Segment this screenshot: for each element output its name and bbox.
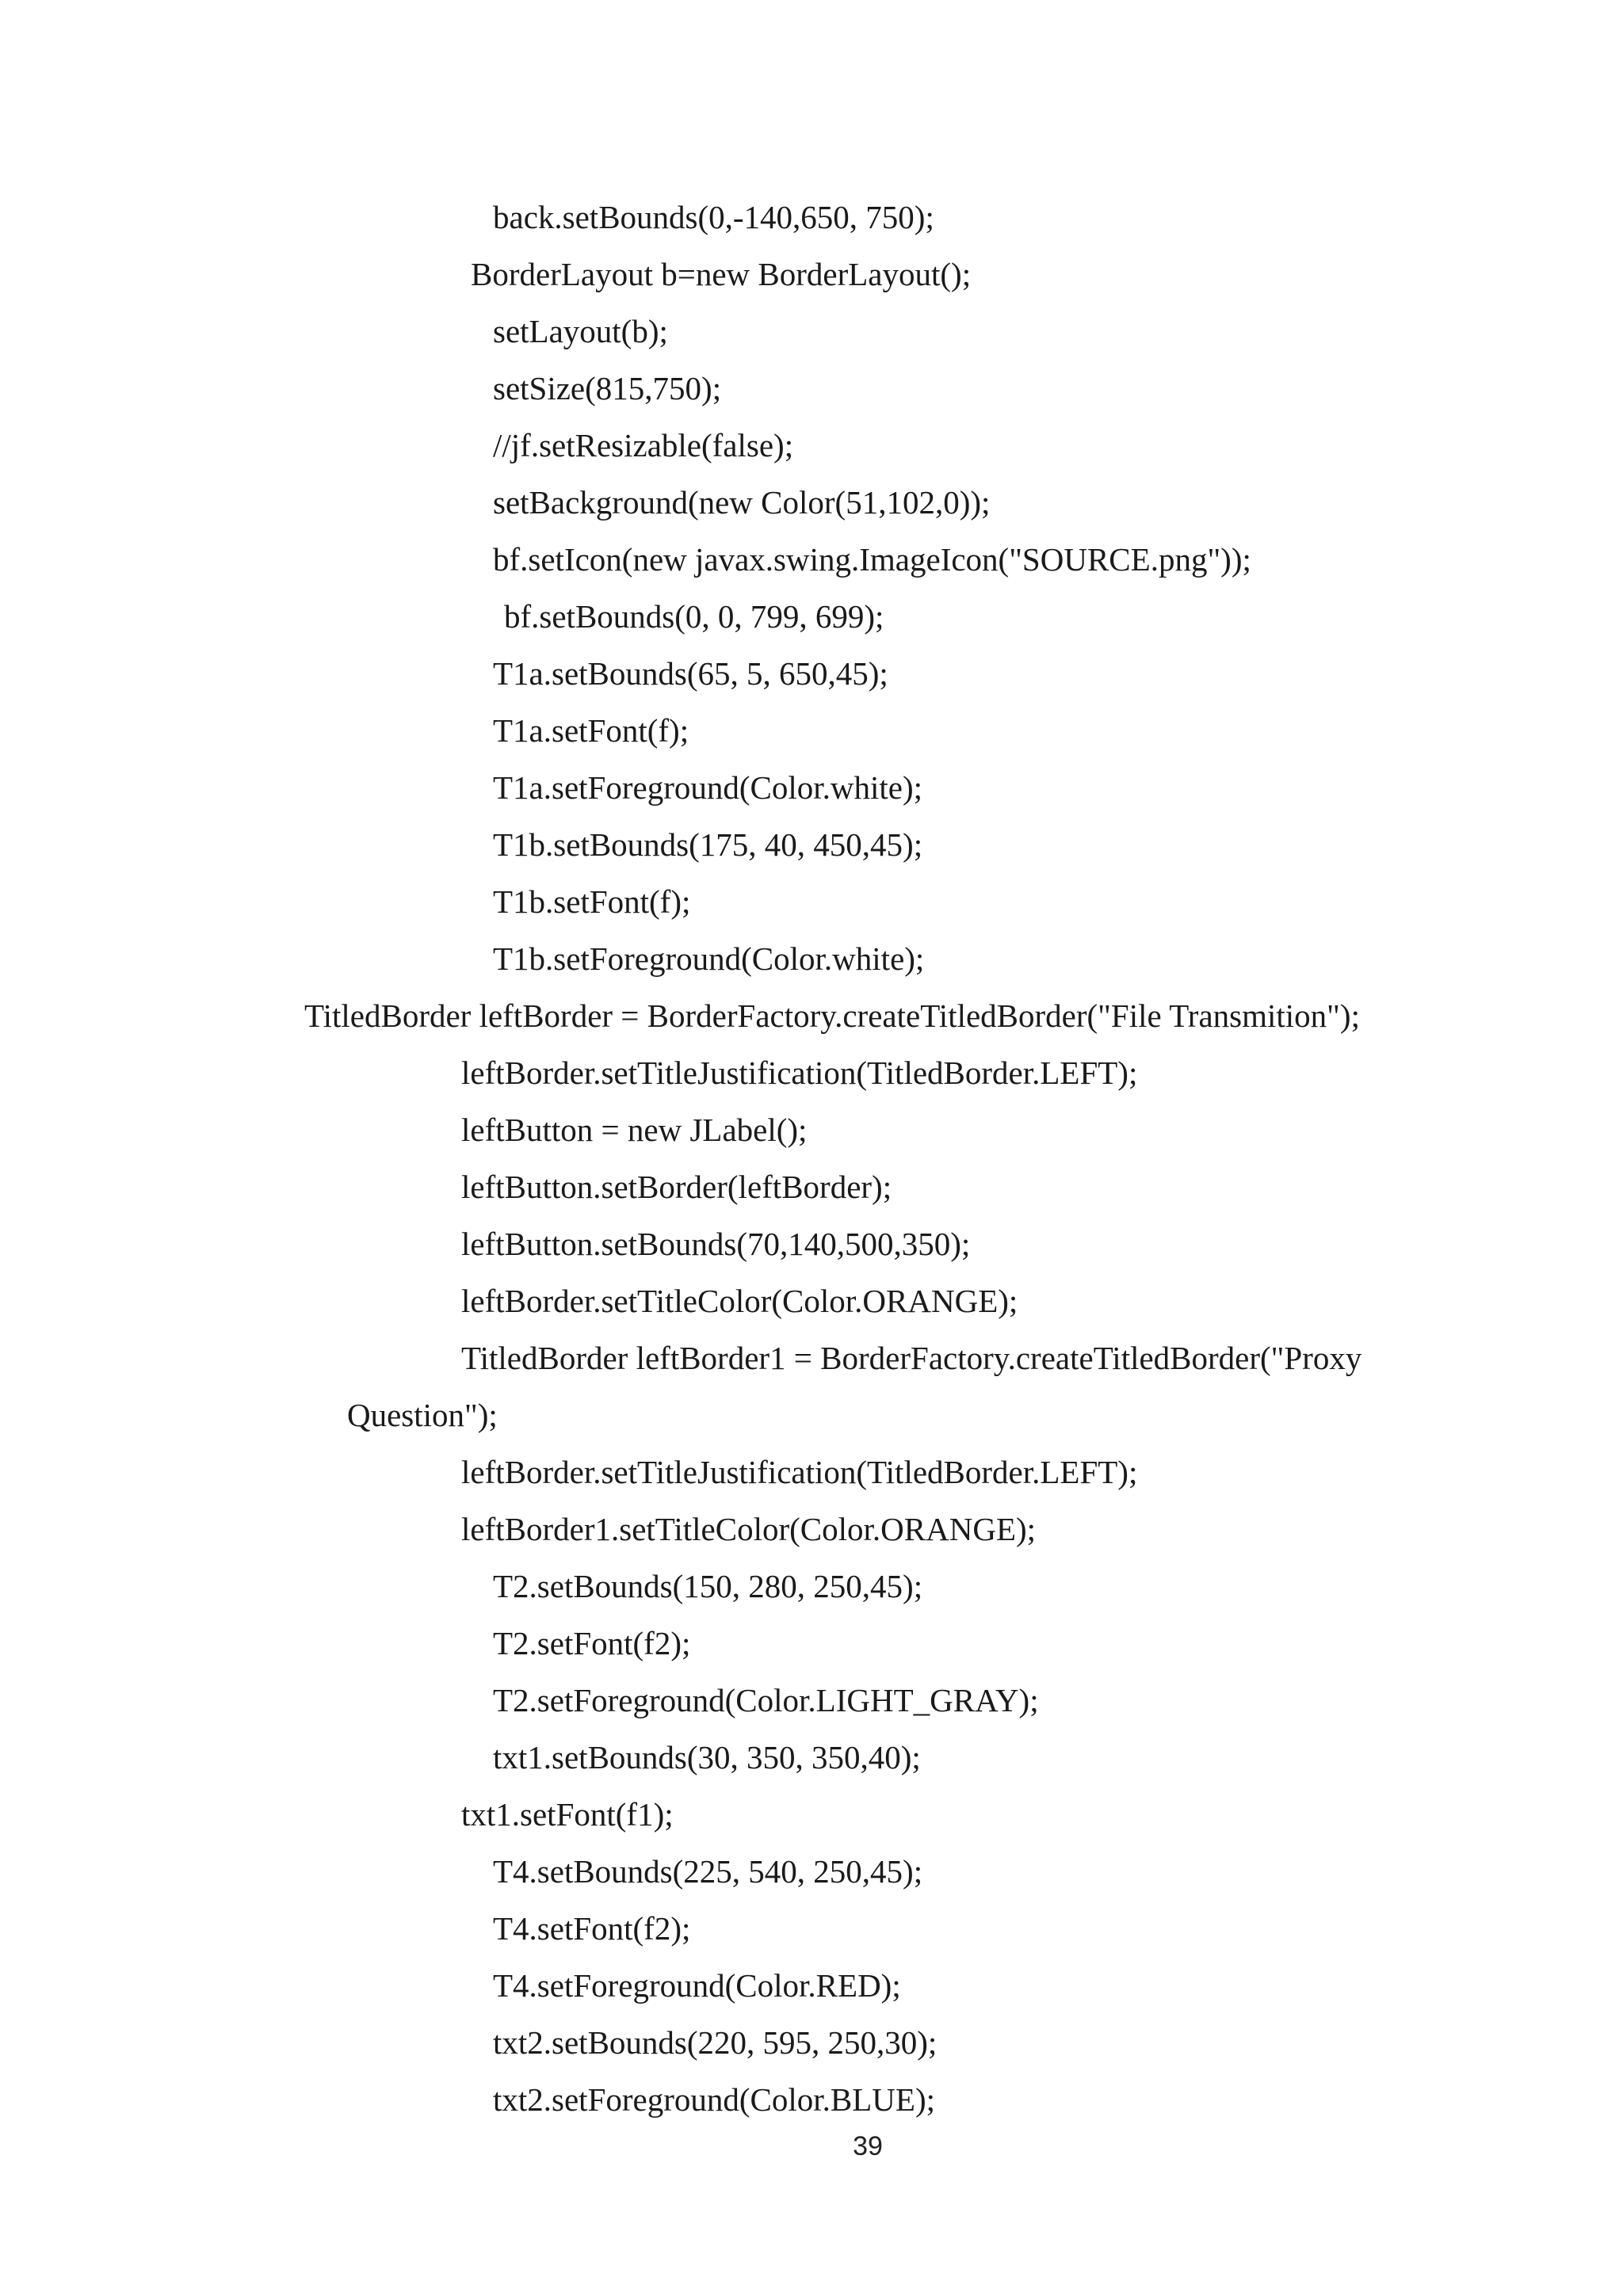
code-line: bf.setBounds(0, 0, 799, 699); — [504, 598, 884, 635]
code-line: leftButton.setBorder(leftBorder); — [461, 1169, 892, 1205]
code-line: txt2.setForeground(Color.BLUE); — [493, 2081, 936, 2118]
code-line: T2.setForeground(Color.LIGHT_GRAY); — [493, 1682, 1039, 1718]
code-line: txt1.setBounds(30, 350, 350,40); — [493, 1739, 921, 1775]
code-line: leftBorder.setTitleJustification(TitledBorder.LEFT); — [461, 1055, 1138, 1091]
code-line: T1b.setForeground(Color.white); — [493, 940, 925, 977]
code-line: T4.setForeground(Color.RED); — [493, 1967, 901, 2004]
code-line: T2.setBounds(150, 280, 250,45); — [493, 1568, 923, 1604]
code-line: setLayout(b); — [493, 313, 668, 349]
code-line: T1a.setFont(f); — [493, 712, 689, 749]
code-line: leftButton.setBounds(70,140,500,350); — [461, 1226, 971, 1262]
code-line: Question"); — [347, 1397, 498, 1433]
code-line: T1b.setBounds(175, 40, 450,45); — [493, 826, 923, 863]
code-line: leftButton = new JLabel(); — [461, 1112, 808, 1148]
code-line: leftBorder1.setTitleColor(Color.ORANGE); — [461, 1511, 1037, 1547]
code-line: bf.setIcon(new javax.swing.ImageIcon("SOURCE.png")); — [493, 541, 1251, 578]
code-line: T1a.setForeground(Color.white); — [493, 769, 923, 806]
code-line: BorderLayout b=new BorderLayout(); — [471, 256, 972, 292]
code-line: setSize(815,750); — [493, 370, 722, 406]
code-line: T2.setFont(f2); — [493, 1625, 691, 1661]
code-line: T4.setBounds(225, 540, 250,45); — [493, 1853, 923, 1890]
code-line: leftBorder.setTitleColor(Color.ORANGE); — [461, 1283, 1018, 1319]
code-line: TitledBorder leftBorder1 = BorderFactory.createTitledBorder("Proxy — [461, 1340, 1362, 1376]
code-line: txt2.setBounds(220, 595, 250,30); — [493, 2024, 938, 2061]
page-number: 39 — [853, 2131, 883, 2161]
code-line: T1a.setBounds(65, 5, 650,45); — [493, 655, 888, 692]
code-line: txt1.setFont(f1); — [461, 1796, 674, 1833]
code-line: TitledBorder leftBorder = BorderFactory.createTitledBorder("File Transmition"); — [304, 997, 1360, 1034]
code-line: setBackground(new Color(51,102,0)); — [493, 484, 991, 521]
code-line: back.setBounds(0,-140,650, 750); — [493, 199, 934, 235]
code-line: //jf.setResizable(false); — [493, 427, 794, 463]
code-line: T4.setFont(f2); — [493, 1910, 691, 1947]
code-line: leftBorder.setTitleJustification(TitledBorder.LEFT); — [461, 1454, 1138, 1490]
code-line: T1b.setFont(f); — [493, 883, 691, 920]
